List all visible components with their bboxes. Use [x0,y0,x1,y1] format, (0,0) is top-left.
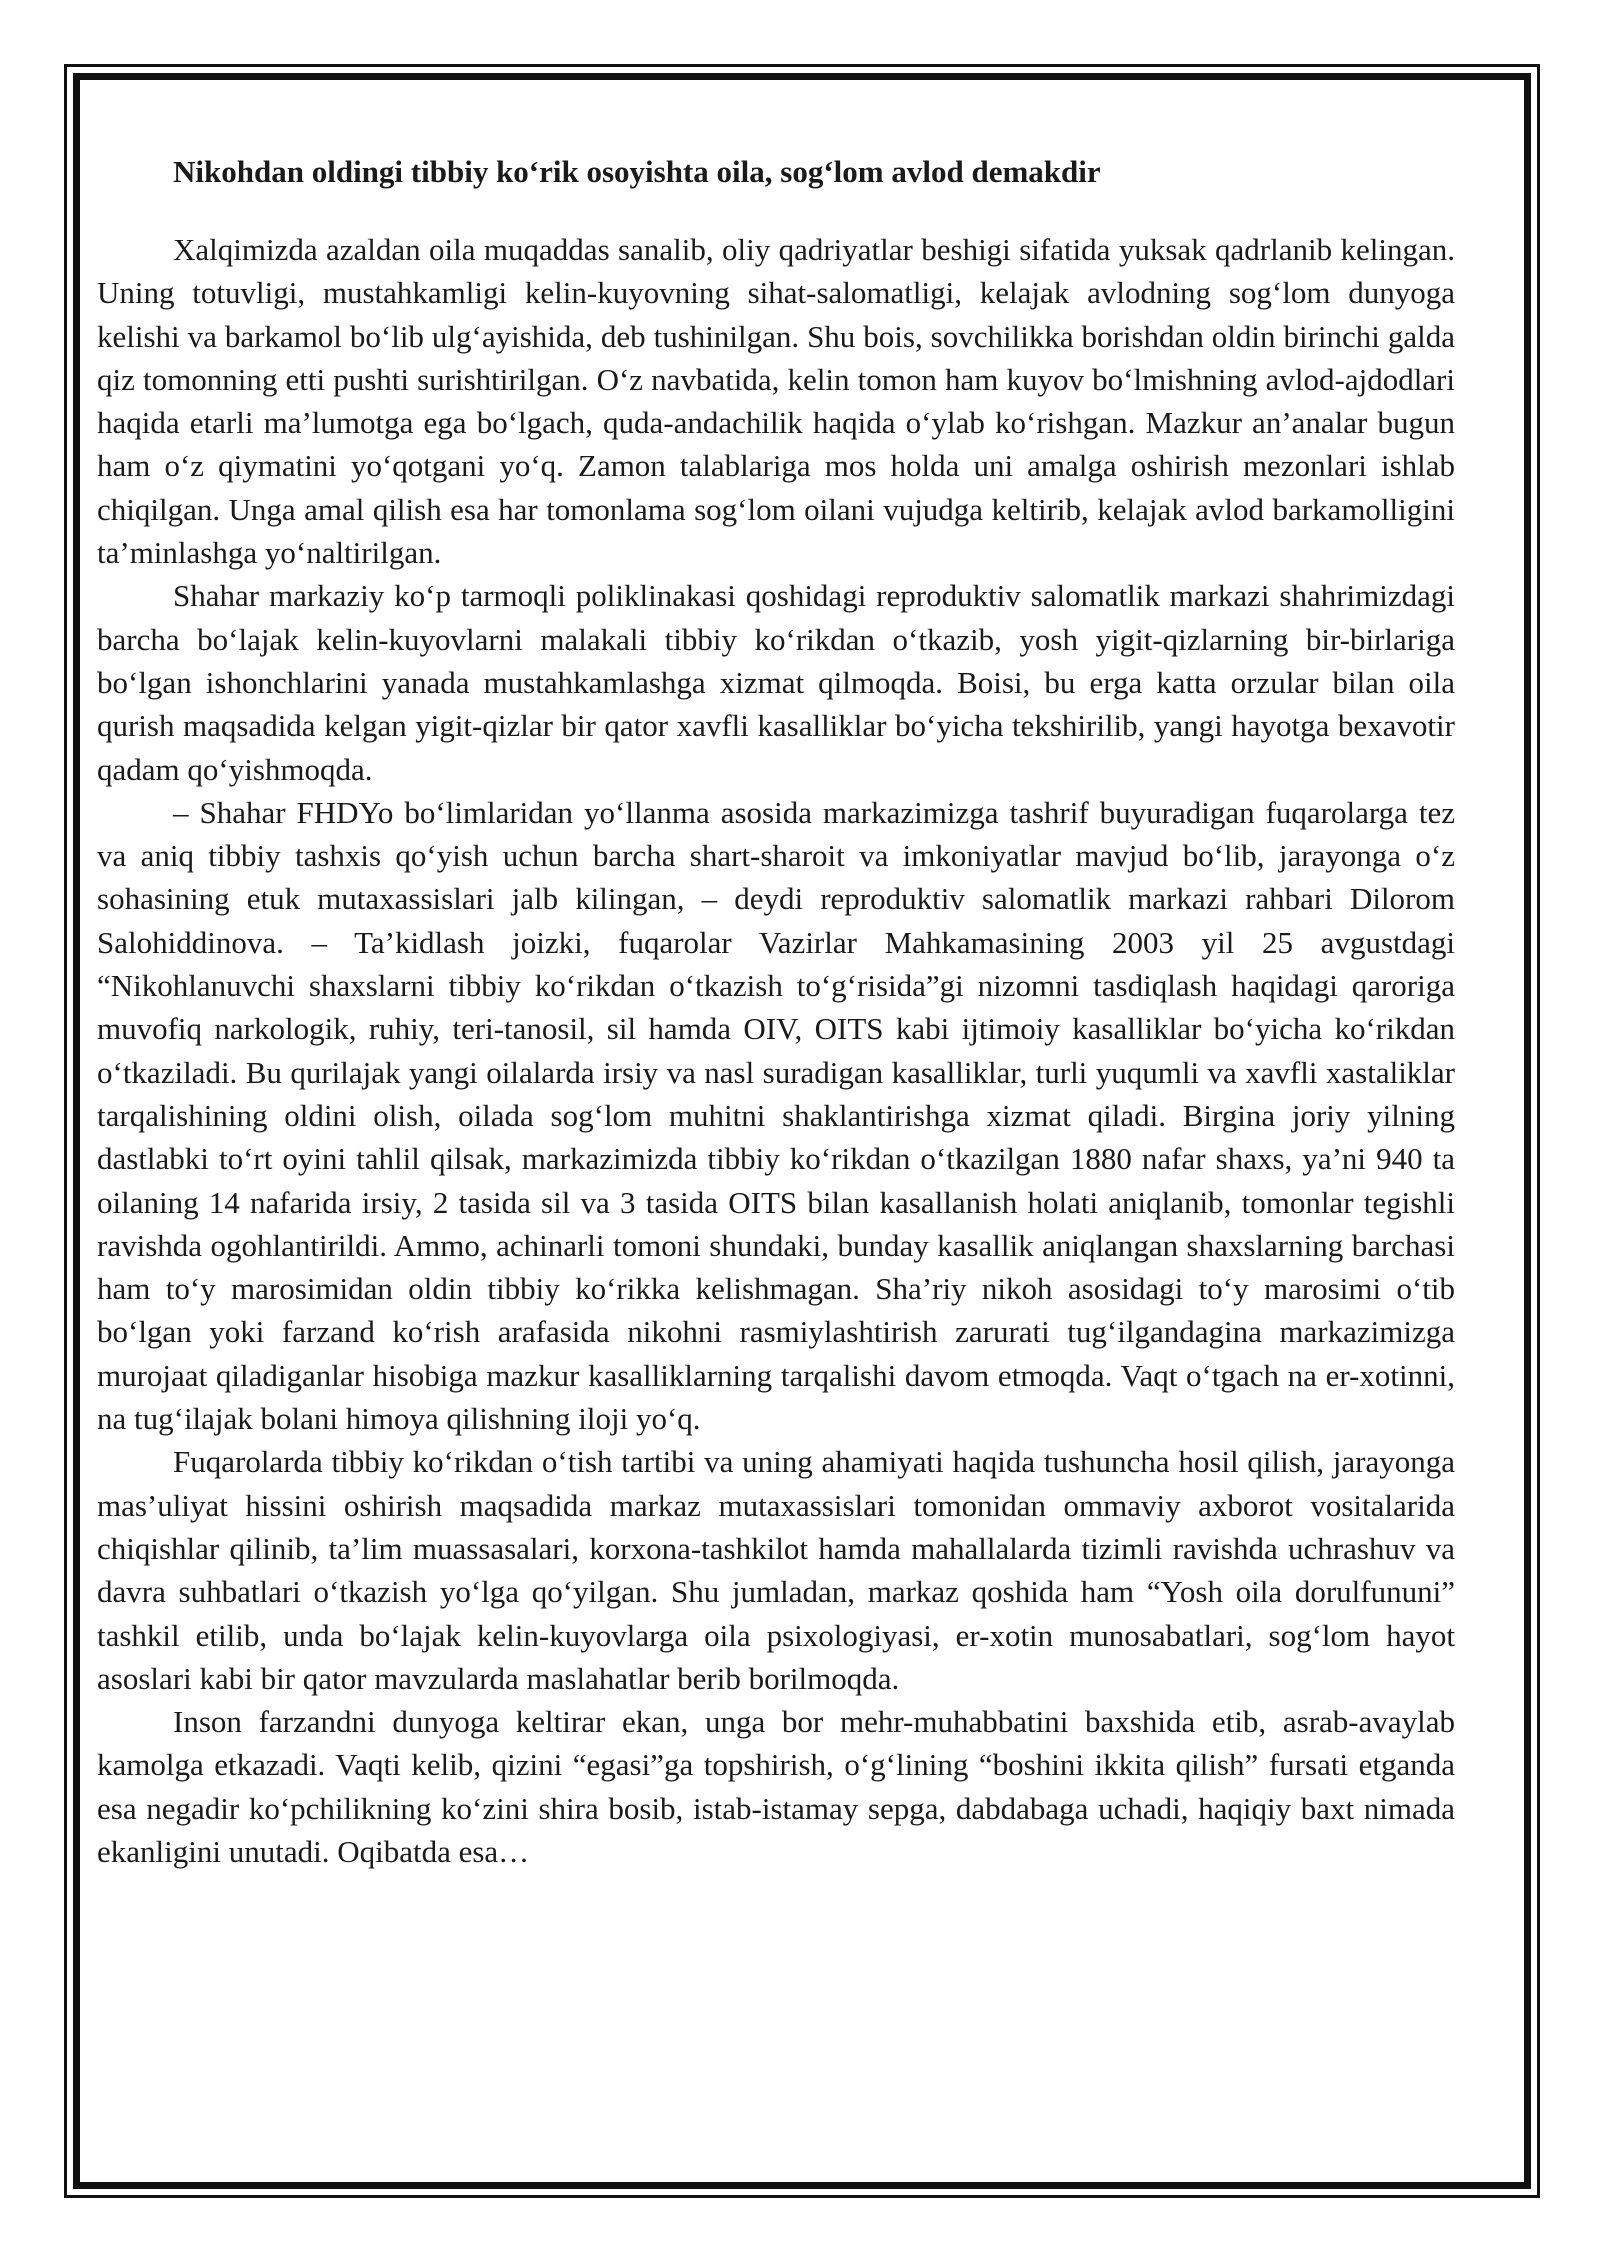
document-title: Nikohdan oldingi tibbiy ko‘rik osoyishta oila, sog‘lom avlod demakdir [173,154,1101,189]
document-body [97,150,1455,1873]
paragraph-2: Shahar markaziy ko‘p tarmoqli poliklinakasi qoshidagi reproduktiv salomatlik markazi shahrimizdagi barcha bo‘lajak kelin-kuyovlarni malakali tibbiy ko‘rikdan o‘tkazib, yosh yigit-qizlarning bir-birlariga bo‘lgan ishonchlarini yanada mustahkamlashga xizmat qilmoqda. Boisi, bu erga katta orzular bilan oila qurish maqsadida kelgan yigit-qizlar bir qator xavfli kasalliklar bo‘yicha tekshirilib, yangi hayotga bexavotir qadam qo‘yishmoqda. [97,578,1455,787]
paragraph-1: Xalqimizda azaldan oila muqaddas sanalib, oliy qadriyatlar beshigi sifatida yuksak qadrlanib kelingan. Uning totuvligi, mustahkamligi kelin-kuyovning sihat-salomatligi, kelajak avlodning sog‘lom dunyoga kelishi va barkamol bo‘lib ulg‘ayishida, deb tushinilgan. Shu bois, sovchilikka borishdan oldin birinchi galda qiz tomonning etti pushti surishtirilgan. O‘z navbatida, kelin tomon ham kuyov bo‘lmishning avlod-ajdodlari haqida etarli ma’lumotga ega bo‘lgach, quda-andachilik haqida o‘ylab ko‘rishgan. Mazkur an’analar bugun ham o‘z qiymatini yo‘qotgani yo‘q. Zamon talablariga mos holda uni amalga oshirish mezonlari ishlab chiqilgan. Unga amal qilish esa har tomonlama sog‘lom oilani vujudga keltirib, kelajak avlod barkamolligini ta’minlashga yo‘naltirilgan. [97,232,1455,571]
paragraph-3: – Shahar FHDYo bo‘limlaridan yo‘llanma asosida markazimizga tashrif buyuradigan fuqarolarga tez va aniq tibbiy tashxis qo‘yish uchun barcha shart-sharoit va imkoniyatlar mavjud bo‘lib, jarayonga o‘z sohasining etuk mutaxassislari jalb kilingan, – deydi reproduktiv salomatlik markazi rahbari Dilorom Salohiddinova. – Ta’kidlash joizki, fuqarolar Vazirlar Mahkamasining 2003 yil 25 avgustdagi “Nikohlanuvchi shaxslarni tibbiy ko‘rikdan o‘tkazish to‘g‘risida”gi nizomni tasdiqlash haqidagi qaroriga muvofiq narkologik, ruhiy, teri-tanosil, sil hamda OIV, OITS kabi ijtimoiy kasalliklar bo‘yicha ko‘rikdan o‘tkaziladi. Bu qurilajak yangi oilalarda irsiy va nasl suradigan kasalliklar, turli yuqumli va xavfli xastaliklar tarqalishining oldini olish, oilada sog‘lom muhitni shaklantirishga xizmat qiladi. Birgina joriy yilning dastlabki to‘rt oyini tahlil qilsak, markazimizda tibbiy ko‘rikdan o‘tkazilgan 1880 nafar shaxs, ya’ni 940 ta oilaning 14 nafarida irsiy, 2 tasida sil va 3 tasida OITS bilan kasallanish holati aniqlanib, tomonlar tegishli ravishda ogohlantirildi. Ammo, achinarli tomoni shundaki, bunday kasallik aniqlangan shaxslarning barchasi ham to‘y marosimidan oldin tibbiy ko‘rikka kelishmagan. Sha’riy nikoh asosidagi to‘y marosimi o‘tib bo‘lgan yoki farzand ko‘rish arafasida nikohni rasmiylashtirish zarurati tug‘ilgandagina markazimizga murojaat qiladiganlar hisobiga mazkur kasalliklarning tarqalishi davom etmoqda. Vaqt o‘tgach na er-xotinni, na tug‘ilajak bolani himoya qilishning iloji yo‘q. [97,794,1455,1437]
paragraph-4: Fuqarolarda tibbiy ko‘rikdan o‘tish tartibi va uning ahamiyati haqida tushuncha hosil qilish, jarayonga mas’uliyat hissini oshirish maqsadida markaz mutaxassislari tomonidan ommaviy axborot vositalarida chiqishlar qilinib, ta’lim muassasalari, korxona-tashkilot hamda mahallalarda tizimli ravishda uchrashuv va davra suhbatlari o‘tkazish yo‘lga qo‘yilgan. Shu jumladan, markaz qoshida ham “Yosh oila dorulfununi” tashkil etilib, unda bo‘lajak kelin-kuyovlarga oila psixologiyasi, er-xotin munosabatlari, sog‘lom hayot asoslari kabi bir qator mavzularda maslahatlar berib borilmoqda. [97,1444,1455,1696]
paragraph-5: Inson farzandni dunyoga keltirar ekan, unga bor mehr-muhabbatini baxshida etib, asrab-avaylab kamolga etkazadi. Vaqti kelib, qizini “egasi”ga topshirish, o‘g‘lining “boshini ikkita qilish” fursati etganda esa negadir ko‘pchilikning ko‘zini shira bosib, istab-istamay sepga, dabdabaga uchadi, haqiqiy baxt nimada ekanligini unutadi. Oqibatda esa… [97,1704,1455,1869]
